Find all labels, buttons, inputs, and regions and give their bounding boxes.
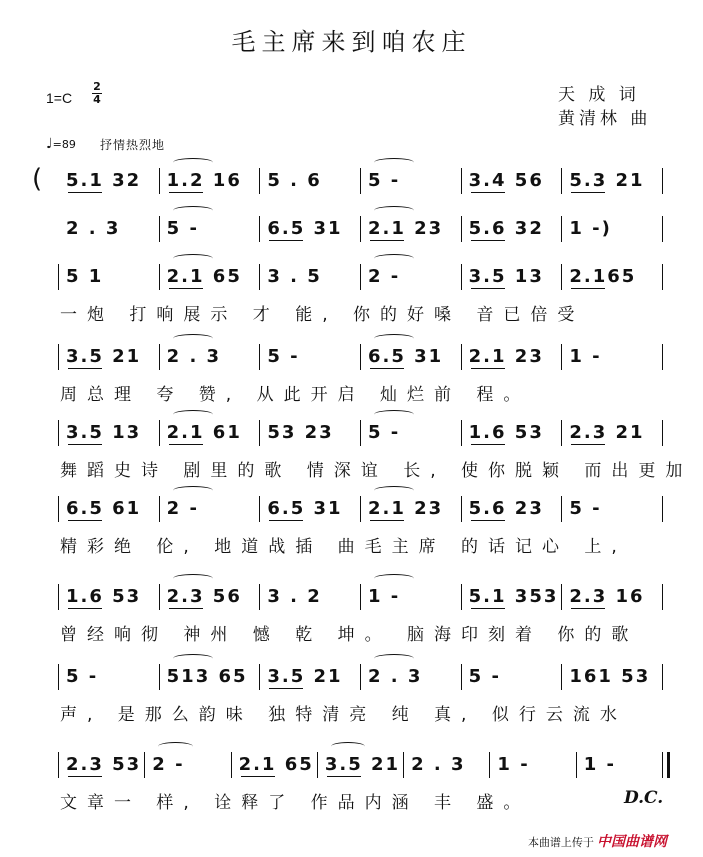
measure: 6.5 31 [267, 218, 343, 239]
barline [317, 752, 318, 778]
barline [58, 344, 59, 370]
beam-underline [571, 444, 605, 445]
barline [561, 664, 562, 690]
score-row [0, 264, 703, 324]
measure: 5 - [468, 666, 501, 687]
slur-tie [374, 654, 414, 663]
beam-underline [68, 608, 102, 609]
barline [159, 584, 160, 610]
measure: 2.1 23 [368, 218, 444, 239]
slur-tie [173, 334, 213, 343]
barline [58, 496, 59, 522]
measure: 5 - [166, 218, 199, 239]
measure: 1 - [497, 754, 530, 775]
slur-tie [173, 654, 213, 663]
measure: 2 . 3 [66, 218, 121, 239]
score-row [0, 420, 703, 480]
measure: 6.5 31 [267, 498, 343, 519]
barline [360, 664, 361, 690]
time-signature-bottom: 4 [93, 93, 101, 106]
beam-underline [471, 520, 505, 521]
barline [561, 496, 562, 522]
barline [259, 264, 260, 290]
beam-underline [370, 520, 404, 521]
slur-tie [173, 410, 213, 419]
barline [461, 216, 462, 242]
barline [662, 264, 663, 290]
barline [259, 168, 260, 194]
beam-underline [169, 608, 203, 609]
barline [259, 584, 260, 610]
measure: 6.5 31 [368, 346, 444, 367]
measure: 3.5 21 [267, 666, 343, 687]
measure: 1 - [569, 346, 602, 367]
measure: 2.165 [569, 266, 637, 287]
barline [662, 168, 663, 194]
barline [159, 664, 160, 690]
barline [259, 664, 260, 690]
beam-underline [370, 368, 404, 369]
expression-marking: 抒情热烈地 [100, 138, 166, 152]
beam-underline [471, 368, 505, 369]
da-capo-mark: D.C. [624, 788, 664, 808]
beam-underline [269, 240, 303, 241]
beam-underline [269, 688, 303, 689]
measure: 3.5 21 [324, 754, 401, 775]
beam-underline [68, 520, 102, 521]
beam-underline [471, 444, 505, 445]
slur-tie [173, 486, 213, 495]
time-signature-top: 2 [93, 80, 101, 93]
slur-tie [374, 334, 414, 343]
lyric-line: 周总理 夸 赞, 从此开启 灿烂前 程。 [60, 385, 531, 405]
footer [528, 831, 667, 851]
measure: 161 53 [569, 666, 651, 687]
measure: 5.3 21 [569, 170, 645, 191]
final-barline [662, 752, 670, 778]
measure: 1.6 53 [468, 422, 544, 443]
barline [576, 752, 577, 778]
barline [461, 168, 462, 194]
barline [561, 584, 562, 610]
measure: 2.1 23 [468, 346, 544, 367]
measure: 3.5 13 [468, 266, 544, 287]
barline [561, 420, 562, 446]
beam-underline [571, 288, 605, 289]
tempo-marking [46, 136, 76, 152]
measure: 5 - [569, 498, 602, 519]
slur-tie [374, 486, 414, 495]
barline [159, 420, 160, 446]
measure: 3.5 21 [66, 346, 142, 367]
measure: 2.1 23 [368, 498, 444, 519]
beam-underline [471, 288, 505, 289]
measure: 3.5 13 [66, 422, 142, 443]
barline [561, 264, 562, 290]
barline [662, 344, 663, 370]
measure: 1 - [583, 754, 616, 775]
barline [360, 584, 361, 610]
measure: 5 1 [66, 266, 104, 287]
composer-credit: 黄清林 曲 [558, 109, 652, 129]
measure: 5.6 23 [468, 498, 544, 519]
slur-tie [158, 742, 193, 751]
barline [58, 420, 59, 446]
beam-underline [68, 776, 102, 777]
measure: 2 - [152, 754, 185, 775]
barline [360, 264, 361, 290]
barline [360, 420, 361, 446]
slur-tie [374, 410, 414, 419]
beam-underline [68, 444, 102, 445]
beam-underline [269, 520, 303, 521]
measure: 2.1 65 [238, 754, 314, 775]
barline [662, 420, 663, 446]
song-title: 毛主席来到咱农庄 [231, 28, 472, 56]
quarter-note-icon: ♩ [46, 136, 53, 152]
barline [360, 168, 361, 194]
measure: 5.1 32 [66, 170, 142, 191]
barline [461, 664, 462, 690]
measure: 6.5 61 [66, 498, 142, 519]
beam-underline [471, 192, 505, 193]
measure: 513 65 [166, 666, 248, 687]
measure: 1.6 53 [66, 586, 142, 607]
barline [159, 264, 160, 290]
barline [461, 584, 462, 610]
beam-underline [571, 192, 605, 193]
lyric-line: 舞蹈史诗 剧里的歌 情深谊 长, 使你脱颖 而出更加 [60, 461, 693, 481]
beam-underline [370, 240, 404, 241]
barline [58, 264, 59, 290]
lyricist-credit: 天 成 词 [558, 85, 640, 105]
measure: 2.3 53 [66, 754, 142, 775]
score-row [0, 496, 703, 556]
barline [259, 420, 260, 446]
barline [360, 216, 361, 242]
footer-prefix: 本曲谱上传于 [527, 837, 594, 849]
barline [561, 344, 562, 370]
barline [231, 752, 232, 778]
measure: 2 - [368, 266, 401, 287]
key-signature: 1=C [46, 90, 73, 106]
beam-underline [68, 368, 102, 369]
measure: 5 . 6 [267, 170, 322, 191]
barline [144, 752, 145, 778]
measure: 5 - [368, 422, 401, 443]
slur-tie [331, 742, 366, 751]
barline [461, 420, 462, 446]
repeat-open-paren: ( [32, 164, 43, 194]
barline [561, 216, 562, 242]
slur-tie [374, 254, 414, 263]
barline [489, 752, 490, 778]
measure: 5.1 353 [468, 586, 559, 607]
measure: 2.1 61 [166, 422, 242, 443]
measure: 3.4 56 [468, 170, 544, 191]
lyric-line: 精彩绝 伦, 地道战插 曲毛主席 的话记心 上, [60, 537, 627, 557]
measure: 2.3 56 [166, 586, 242, 607]
slur-tie [374, 158, 414, 167]
measure: 2.3 21 [569, 422, 645, 443]
measure: 3 . 2 [267, 586, 322, 607]
barline [259, 216, 260, 242]
barline [461, 344, 462, 370]
slur-tie [374, 206, 414, 215]
lyric-line: 一炮 打响展示 才 能, 你的好嗓 音已倍受 [60, 305, 585, 325]
barline [159, 168, 160, 194]
site-logo: 中国曲谱网 [597, 833, 667, 849]
barline [461, 496, 462, 522]
beam-underline [241, 776, 275, 777]
beam-underline [327, 776, 361, 777]
measure: 1 - [368, 586, 401, 607]
measure: 1.2 16 [166, 170, 242, 191]
barline [259, 496, 260, 522]
barline [360, 496, 361, 522]
score-row [0, 344, 703, 404]
measure: 2 . 3 [411, 754, 466, 775]
score-row [0, 664, 703, 724]
barline [58, 752, 59, 778]
slur-tie [173, 158, 213, 167]
barline [561, 168, 562, 194]
measure: 5 - [267, 346, 300, 367]
beam-underline [169, 192, 203, 193]
measure: 5 - [66, 666, 99, 687]
barline [662, 584, 663, 610]
barline [662, 216, 663, 242]
slur-tie [173, 206, 213, 215]
measure: 1 -) [569, 218, 612, 239]
barline [662, 496, 663, 522]
measure: 5.6 32 [468, 218, 544, 239]
measure: 5 - [368, 170, 401, 191]
beam-underline [571, 608, 605, 609]
lyric-line: 声, 是那么韵味 独特清亮 纯 真, 似行云流水 [60, 705, 627, 725]
time-signature [92, 82, 102, 105]
slur-tie [173, 254, 213, 263]
measure: 2.1 65 [166, 266, 242, 287]
measure: 53 23 [267, 422, 334, 443]
beam-underline [169, 444, 203, 445]
measure: 2.3 16 [569, 586, 645, 607]
lyric-line: 文章一 样, 诠释了 作品内涵 丰 盛。 [60, 793, 531, 813]
score-row [0, 584, 703, 644]
measure: 2 - [166, 498, 199, 519]
tempo-value: =89 [52, 138, 76, 151]
barline [159, 216, 160, 242]
barline [461, 264, 462, 290]
score-row [0, 752, 703, 812]
measure: 3 . 5 [267, 266, 322, 287]
barline [662, 664, 663, 690]
barline [58, 584, 59, 610]
slur-tie [374, 574, 414, 583]
lyric-line: 曾经响彻 神州 憾 乾 坤。 脑海印刻着 你的歌 [60, 625, 639, 645]
measure: 2 . 3 [368, 666, 423, 687]
barline [259, 344, 260, 370]
measure: 2 . 3 [166, 346, 222, 367]
barline [58, 664, 59, 690]
barline [360, 344, 361, 370]
beam-underline [169, 288, 203, 289]
slur-tie [173, 574, 213, 583]
beam-underline [68, 192, 102, 193]
barline [159, 344, 160, 370]
beam-underline [471, 608, 505, 609]
barline [159, 496, 160, 522]
barline [403, 752, 404, 778]
beam-underline [471, 240, 505, 241]
